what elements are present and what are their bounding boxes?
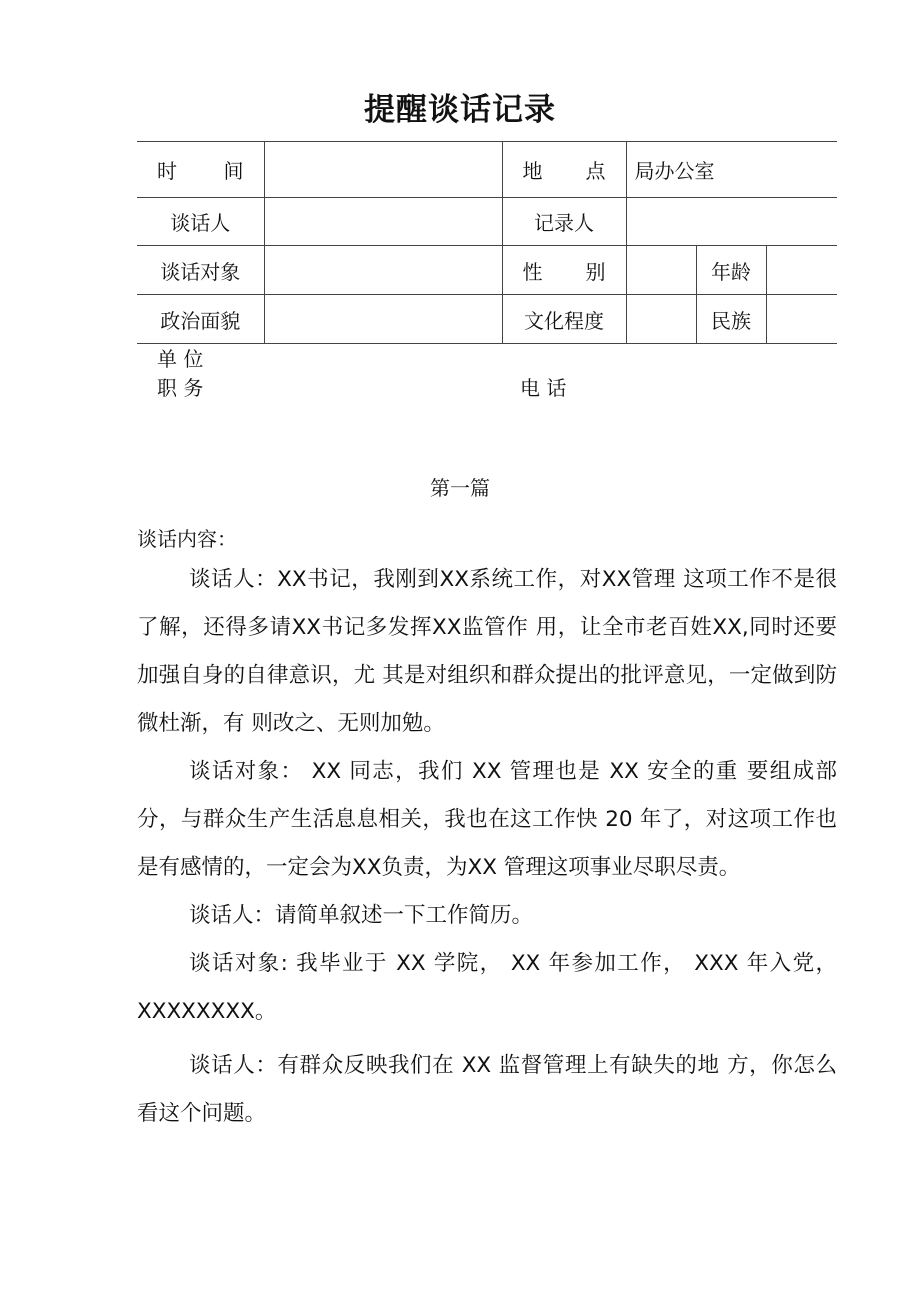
content-label: 谈话内容：	[137, 527, 237, 551]
conversation-body	[137, 556, 837, 1138]
ethnicity-value	[766, 295, 837, 344]
ethnicity-label: 民族	[696, 295, 766, 344]
place-label: 地点	[502, 142, 626, 198]
speaker-label: 谈话人	[137, 198, 264, 246]
recorder-label: 记录人	[502, 198, 626, 246]
education-value	[626, 295, 696, 344]
speaker-value	[264, 198, 502, 246]
paragraph: 谈话对象： XX 同志，我们 XX 管理也是 XX 安全的重 要组成部分，与群众生产生活息息相关，我也在这工作快 20 年了，对这项工作也是有感情的，一定会为XX负责，为XX 管理这项事业尽职尽责。	[137, 759, 837, 880]
table-row	[137, 246, 837, 295]
phone-label: 电 话	[520, 376, 567, 400]
time-label: 时间	[137, 142, 264, 198]
age-label: 年龄	[696, 246, 766, 295]
paragraph: 谈话对象: 我毕业于 XX 学院， XX 年参加工作， XXX 年入党，XXXXXXXX。	[137, 951, 837, 1024]
position-label: 职 务	[157, 376, 204, 400]
gender-value	[626, 246, 696, 295]
table-row	[137, 142, 837, 198]
info-table	[137, 141, 837, 344]
paragraph: 谈话人：XX书记，我刚到XX系统工作，对XX管理 这项工作不是很了解，还得多请XX书记多发挥XX监管作 用，让全市老百姓XX,同时还要加强自身的自律意识，尤 其是对组织和群众提出的批评意见，一定做到防微杜渐，有 则改之、无则加勉。	[137, 567, 837, 736]
table-row	[137, 295, 837, 344]
politics-label: 政治面貌	[137, 295, 264, 344]
politics-value	[264, 295, 502, 344]
place-value: 局办公室	[626, 142, 837, 198]
table-row	[137, 198, 837, 246]
education-label: 文化程度	[502, 295, 626, 344]
age-value	[766, 246, 837, 295]
time-value	[264, 142, 502, 198]
section-title: 第一篇	[430, 476, 490, 500]
unit-label: 单 位	[157, 347, 204, 371]
paragraph: 谈话人：请简单叙述一下工作简历。	[189, 903, 534, 928]
unit-position-labels	[157, 345, 203, 403]
subject-value	[264, 246, 502, 295]
recorder-value	[626, 198, 837, 246]
phone-label-block	[520, 374, 566, 403]
paragraph: 谈话人：有群众反映我们在 XX 监督管理上有缺失的地 方，你怎么看这个问题。	[137, 1053, 837, 1126]
subject-label: 谈话对象	[137, 246, 264, 295]
page-title: 提醒谈话记录	[364, 92, 556, 128]
gender-label: 性别	[502, 246, 626, 295]
